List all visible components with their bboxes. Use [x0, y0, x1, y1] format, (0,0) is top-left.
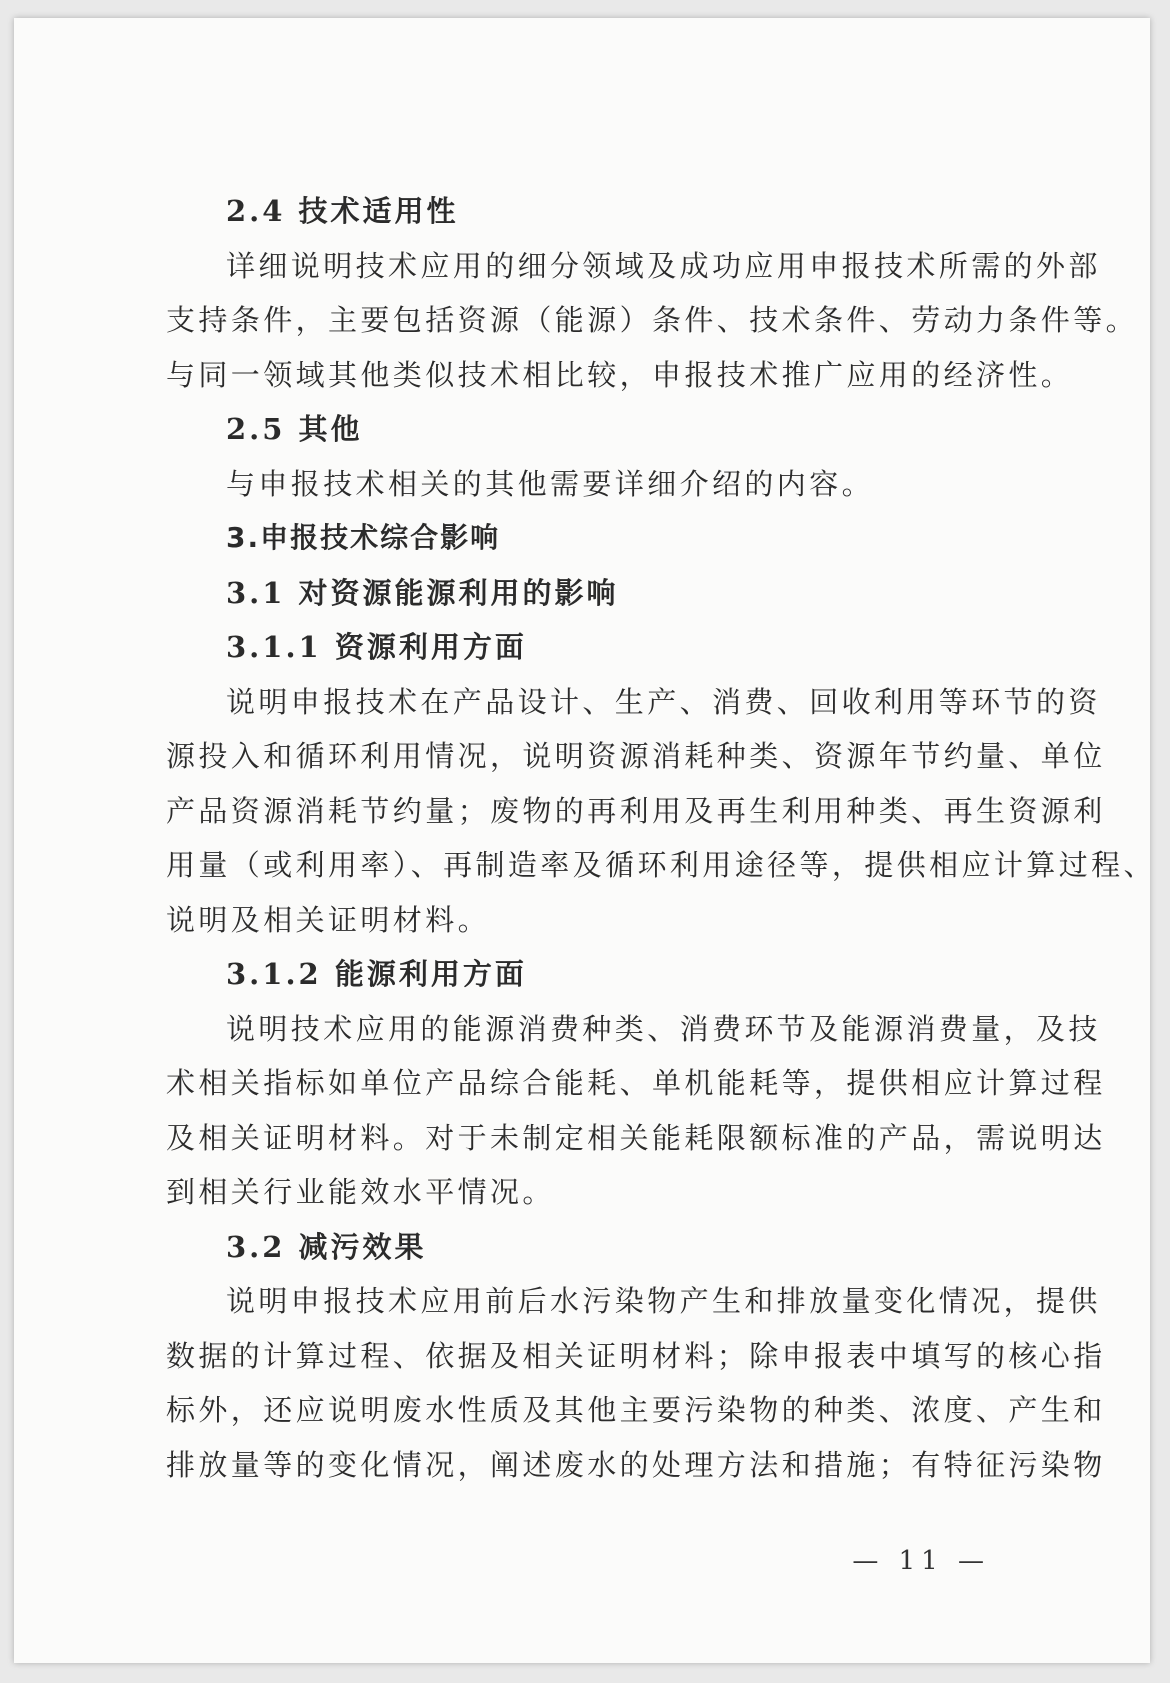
paragraph-line: 术相关指标如单位产品综合能耗、单机能耗等，提供相应计算过程 [166, 1066, 1106, 1100]
heading-3-2: 3.2 减污效果 [226, 1229, 427, 1264]
paragraph-line: 说明及相关证明材料。 [166, 902, 491, 937]
paragraph-line: 详细说明技术应用的细分领域及成功应用申报技术所需的外部 [226, 248, 1101, 283]
paragraph-line: 支持条件，主要包括资源（能源）条件、技术条件、劳动力条件等。 [166, 303, 1139, 337]
paragraph-line: 说明申报技术在产品设计、生产、消费、回收利用等环节的资 [226, 684, 1101, 719]
heading-2-4: 2.4 技术适用性 [226, 194, 459, 228]
paragraph-line: 与同一领域其他类似技术相比较，申报技术推广应用的经济性。 [166, 357, 1074, 392]
paragraph-line: 与申报技术相关的其他需要详细介绍的内容。 [226, 466, 875, 501]
heading-3: 3.申报技术综合影响 [226, 521, 501, 554]
heading-3-1: 3.1 对资源能源利用的影响 [226, 575, 619, 610]
paragraph-line: 源投入和循环利用情况，说明资源消耗种类、资源年节约量、单位 [166, 739, 1106, 773]
heading-3-1-2: 3.1.2 能源利用方面 [226, 957, 527, 991]
paragraph-line: 到相关行业能效水平情况。 [166, 1175, 555, 1209]
paragraph-line: 用量（或利用率）、再制造率及循环利用途径等，提供相应计算过程、 [166, 848, 1156, 882]
paragraph-line: 说明技术应用的能源消费种类、消费环节及能源消费量，及技 [226, 1011, 1101, 1046]
paragraph-line: 标外，还应说明废水性质及其他主要污染物的种类、浓度、产生和 [166, 1393, 1106, 1427]
document-page [14, 18, 1156, 1663]
heading-2-5: 2.5 其他 [226, 412, 363, 446]
heading-3-1-1: 3.1.1 资源利用方面 [226, 630, 527, 664]
paragraph-line: 排放量等的变化情况，阐述废水的处理方法和措施；有特征污染物 [166, 1447, 1106, 1482]
page-number: — 11 — [852, 1546, 990, 1576]
paragraph-line: 说明申报技术应用前后水污染物产生和排放量变化情况，提供 [226, 1284, 1101, 1318]
paragraph-line: 及相关证明材料。对于未制定相关能耗限额标准的产品，需说明达 [166, 1120, 1106, 1155]
paragraph-line: 产品资源消耗节约量；废物的再利用及再生利用种类、再生资源利 [166, 793, 1106, 828]
paragraph-line: 数据的计算过程、依据及相关证明材料；除申报表中填写的核心指 [166, 1338, 1106, 1373]
document-body [166, 184, 1156, 1492]
